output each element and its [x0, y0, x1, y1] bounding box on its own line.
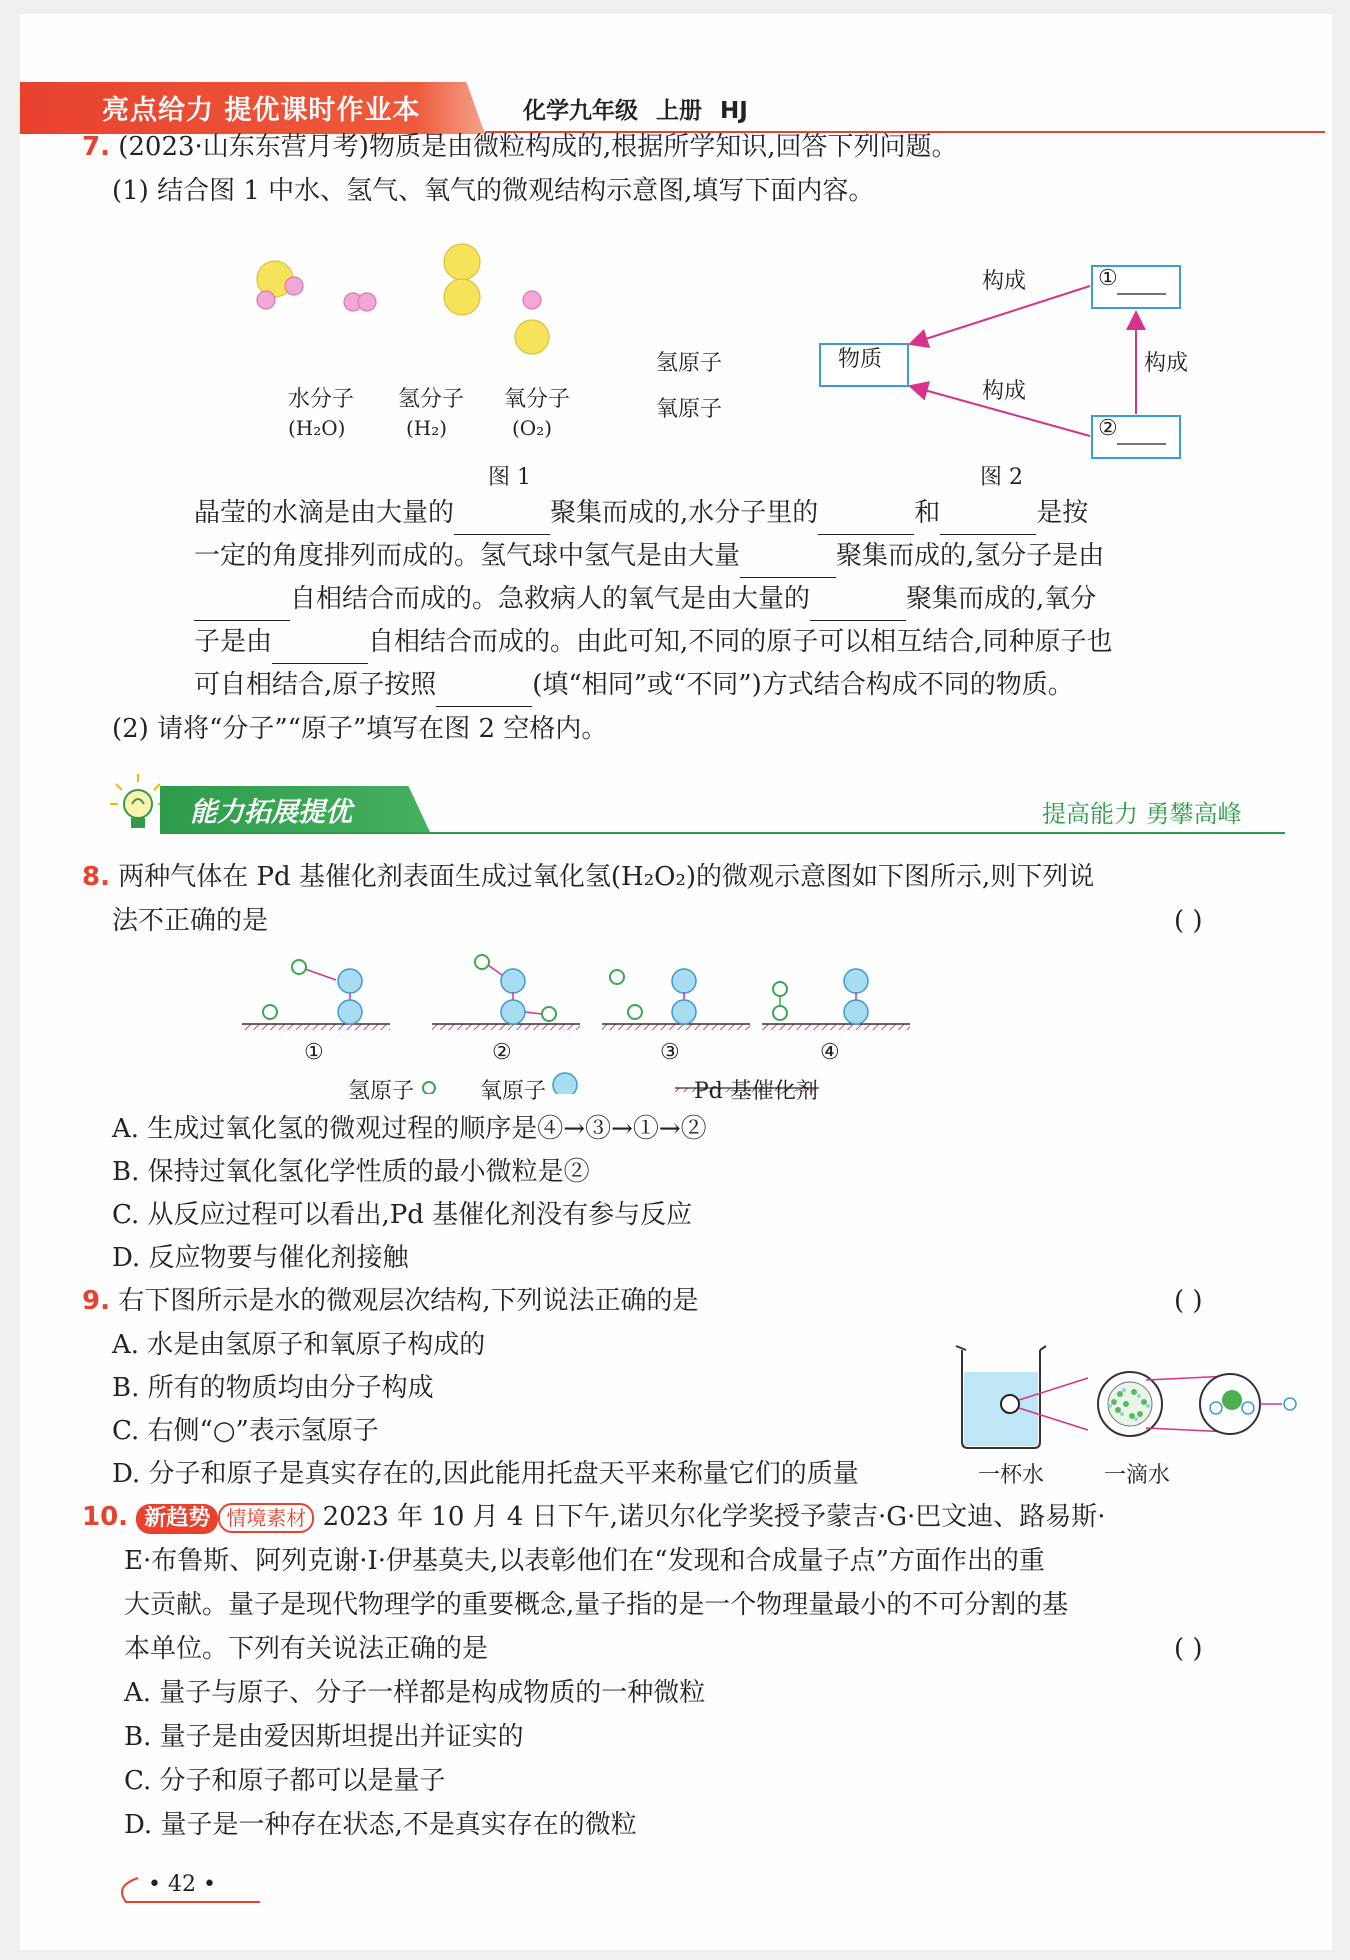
q8-legend-h: 氢原子: [348, 1079, 415, 1104]
water-label: 水分子: [288, 387, 355, 412]
p3-o-atom-b: [672, 1000, 696, 1024]
section-rule: [160, 832, 1285, 834]
q9-option-a[interactable]: A. 水是由氢原子和氧原子构成的: [112, 1330, 486, 1360]
hydrogen-atom-right: [1242, 1402, 1254, 1414]
q10-option-b[interactable]: B. 量子是由爱因斯坦提出并证实的: [124, 1722, 524, 1752]
q8-legend-pd: Pd 基催化剂: [694, 1079, 818, 1104]
q8-answer-paren[interactable]: ( ): [1174, 906, 1203, 936]
q7-blank-2[interactable]: [818, 504, 914, 535]
tag-context-material: 情境素材: [218, 1503, 314, 1533]
water-formula: (H₂O): [288, 416, 346, 440]
beaker-water: [964, 1372, 1038, 1446]
q7-text-2a: 一定的角度排列而成的。氢气球中氢气是由大量: [194, 541, 741, 571]
p4-o-atom-b: [844, 1000, 868, 1024]
o2-formula: (O₂): [512, 416, 553, 440]
q7-text-line1: [194, 492, 1088, 535]
q7-sub1: (1) 结合图 1 中水、氢气、氧气的微观结构示意图,填写下面内容。: [112, 176, 875, 206]
q9-option-d[interactable]: D. 分子和原子是真实存在的,因此能用托盘天平来称量它们的质量: [112, 1459, 859, 1489]
q7-text-line4: [194, 621, 1113, 664]
section-slogan: 提高能力 勇攀高峰: [1042, 800, 1242, 828]
p4-o-atom-a: [844, 969, 868, 993]
p4-h-atom-a: [773, 982, 787, 996]
q7-text-line2: [194, 535, 1104, 578]
lightbulb-icon: [108, 772, 168, 836]
q7-text-1d: 是按: [1036, 498, 1089, 528]
legend-oxygen-icon: [515, 320, 549, 354]
box1-label: ①: [1098, 266, 1118, 291]
q9-number: 9.: [82, 1286, 110, 1316]
pd-surface-2: [432, 1024, 580, 1030]
q7-text-2b: 聚集而成的,氢分子是由: [836, 541, 1105, 571]
p2-o-atom-b: [501, 1000, 525, 1024]
pd-surface-4: [762, 1024, 910, 1030]
figure1-caption: 图 1: [488, 465, 531, 490]
legend-hydrogen-icon: [523, 291, 541, 309]
o2-atom-1: [444, 244, 480, 280]
p1-o-atom-b: [338, 1000, 362, 1024]
q8-option-d[interactable]: D. 反应物要与催化剂接触: [112, 1243, 409, 1273]
q9-option-c[interactable]: C. 右侧“○”表示氢原子: [112, 1416, 379, 1446]
h2-atom-2: [358, 293, 376, 311]
water-hydrogen-atom-1: [285, 277, 303, 295]
arrow-right-label: 构成: [1144, 351, 1189, 376]
label-drop-of-water: 一滴水: [1104, 1463, 1171, 1488]
q7-text-1c: 和: [914, 498, 941, 528]
q9-answer-paren[interactable]: ( ): [1174, 1286, 1203, 1316]
q8-option-c[interactable]: C. 从反应过程可以看出,Pd 基催化剂没有参与反应: [112, 1200, 693, 1230]
q8-figure: [220, 944, 1120, 1094]
legend-hydrogen-label: 氢原子: [656, 351, 723, 376]
h2-label: 氢分子: [398, 387, 465, 412]
q9-stem-line: [82, 1280, 699, 1322]
water-hydrogen-atom-2: [257, 291, 275, 309]
q10-stem-4: 本单位。下列有关说法正确的是: [124, 1634, 489, 1664]
p2-h-atom-b: [542, 1007, 556, 1021]
q7-text-1a: 晶莹的水滴是由大量的: [194, 498, 455, 528]
q7-text-3b: 聚集而成的,氧分: [906, 584, 1097, 614]
q10-number: 10.: [82, 1502, 129, 1532]
q7-blank-5[interactable]: [194, 590, 290, 621]
q7-text-5b: (填“相同”或“不同”)方式结合构成不同的物质。: [532, 670, 1074, 700]
q9-figure: [940, 1320, 1310, 1460]
q10-stem-1: 2023 年 10 月 4 日下午,诺贝尔化学奖授予蒙吉·G·巴文迪、路易斯·: [322, 1502, 1106, 1532]
q7-blank-1[interactable]: [454, 504, 550, 535]
q7-stem: (2023·山东东营月考)物质是由微粒构成的,根据所学知识,回答下列问题。: [118, 132, 958, 162]
q7-blank-4[interactable]: [740, 547, 836, 578]
p3-o-atom-a: [672, 969, 696, 993]
h2-formula: (H₂): [406, 416, 448, 440]
q7-text-1b: 聚集而成的,水分子里的: [550, 498, 819, 528]
q8-line1: [82, 856, 1094, 898]
drop-marker: [1001, 1395, 1019, 1413]
p1-h-atom-a: [263, 1005, 277, 1019]
q10-option-c[interactable]: C. 分子和原子都可以是量子: [124, 1766, 446, 1796]
q8-legend-o: 氧原子: [480, 1079, 547, 1104]
box2-label: ②: [1098, 416, 1118, 441]
q8-option-a[interactable]: A. 生成过氧化氢的微观过程的顺序是④→③→①→②: [112, 1114, 707, 1144]
hydrogen-atom-callout: [1284, 1398, 1296, 1410]
q9-option-b[interactable]: B. 所有的物质均由分子构成: [112, 1373, 434, 1403]
q10-stem-2: E·布鲁斯、阿列克谢·I·伊基莫夫,以表彰他们在“发现和合成量子点”方面作出的重: [124, 1546, 1045, 1576]
q7-text-4a: 子是由: [194, 627, 273, 657]
header-title: 亮点给力 提优课时作业本: [102, 95, 421, 126]
arrow-bottom-label: 构成: [982, 379, 1027, 404]
q7-sub2: (2) 请将“分子”“原子”填写在图 2 空格内。: [112, 714, 608, 744]
p2-h-atom-a: [475, 955, 489, 969]
q7-stem-line: [82, 126, 957, 168]
header-book-info: 化学九年级 上册 HJ: [523, 98, 748, 124]
q8-stem-2: 法不正确的是: [112, 906, 269, 936]
q8-number: 8.: [82, 862, 110, 892]
pd-surface-1: [242, 1024, 390, 1030]
q7-blank-7[interactable]: [272, 633, 368, 664]
tag-new-trend: 新趋势: [136, 1504, 218, 1534]
arrow-top-label: 构成: [982, 269, 1027, 294]
q10-line1: [82, 1496, 1106, 1538]
q10-option-a[interactable]: A. 量子与原子、分子一样都是构成物质的一种微粒: [124, 1678, 706, 1708]
q7-text-line3: [194, 578, 1096, 621]
q7-text-5a: 可自相结合,原子按照: [194, 670, 437, 700]
q8-step-3: ③: [660, 1040, 680, 1065]
o2-atom-2: [444, 279, 480, 315]
page: [20, 14, 1332, 1950]
pd-surface-3: [602, 1024, 750, 1030]
page-number: • 42 •: [148, 1872, 216, 1897]
q7-figure1: [220, 224, 620, 404]
q7-text-line5: [194, 664, 1074, 707]
q7-blank-6[interactable]: [810, 590, 906, 621]
q8-step-2: ②: [492, 1040, 512, 1065]
q7-blank-3[interactable]: [940, 504, 1036, 535]
q10-answer-paren[interactable]: ( ): [1174, 1634, 1203, 1664]
q8-step-1: ①: [304, 1040, 324, 1065]
hydrogen-atom-left: [1210, 1402, 1222, 1414]
oxygen-atom: [1222, 1390, 1242, 1410]
q8-step-4: ④: [820, 1040, 840, 1065]
p2-o-atom-a: [501, 969, 525, 993]
q7-blank-8[interactable]: [436, 676, 532, 707]
legend-oxygen-label: 氧原子: [656, 397, 723, 422]
substance-label: 物质: [838, 347, 883, 372]
p1-o-atom-a: [338, 969, 362, 993]
q8-stem-1: 两种气体在 Pd 基催化剂表面生成过氧化氢(H₂O₂)的微观示意图如下图所示,则下列说: [118, 862, 1095, 892]
legend-o-icon: [553, 1073, 577, 1094]
q7-number: 7.: [82, 132, 110, 162]
q7-text-4b: 自相结合而成的。由此可知,不同的原子可以相互结合,同种原子也: [368, 627, 1113, 657]
q10-stem-3: 大贡献。量子是现代物理学的重要概念,量子指的是一个物理量最小的不可分割的基: [124, 1590, 1069, 1620]
p3-h-atom-a: [610, 970, 624, 984]
p1-h-atom-b: [292, 960, 306, 974]
section-title: 能力拓展提优: [190, 797, 352, 828]
o2-label: 氧分子: [504, 387, 571, 412]
q8-option-b[interactable]: B. 保持过氧化氢化学性质的最小微粒是②: [112, 1157, 590, 1187]
q7-text-3a: 自相结合而成的。急救病人的氧气是由大量的: [290, 584, 811, 614]
p3-h-atom-b: [628, 1005, 642, 1019]
q9-stem: 右下图所示是水的微观层次结构,下列说法正确的是: [118, 1286, 699, 1316]
figure2-caption: 图 2: [980, 465, 1023, 490]
q10-option-d[interactable]: D. 量子是一种存在状态,不是真实存在的微粒: [124, 1810, 637, 1840]
legend-h-icon: [423, 1082, 435, 1094]
p4-h-atom-b: [773, 1006, 787, 1020]
label-cup-of-water: 一杯水: [978, 1463, 1045, 1488]
